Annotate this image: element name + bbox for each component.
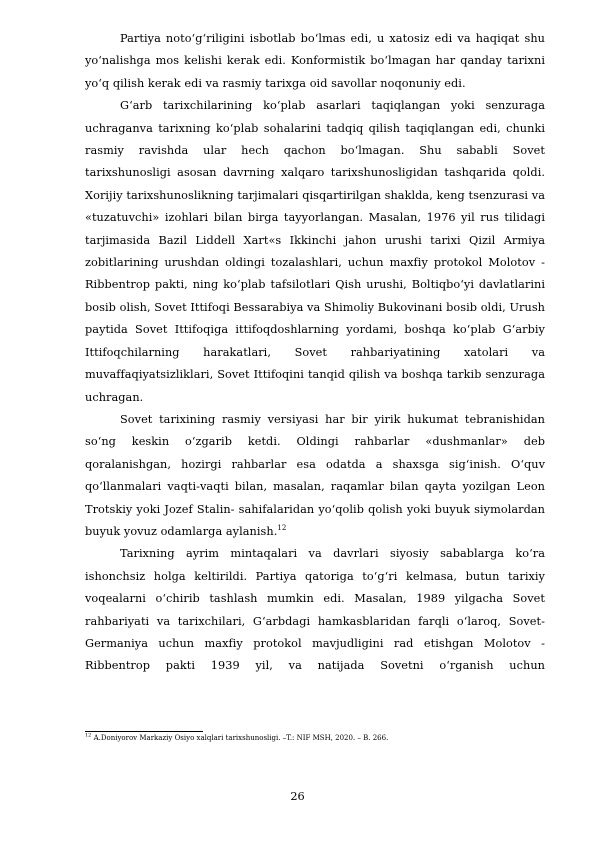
footnote-divider [85, 731, 203, 732]
footnote-reference[interactable]: 12 [277, 524, 287, 533]
paragraph-3-text: Sovet tarixining rasmiy versiyasi har bir yirik hukumat tebranishidan so‘ng keskin o‘zgarib ketdi. Oldingi rahbarlar «dushmanlar» deb qoralanishgan, hozirgi rahbarlar esa odatda a shaxsga sig‘inish. O‘quv qo‘llanmalari vaqti-vaqti bilan, masalan, raqamlar bilan qayta yozilgan Leon Trotskiy yoki Jozef Stalin- sahifalaridan yo‘qolib qolish yoki buyuk siymolardan buyuk yovuz odamlarga aylanish. [85, 412, 545, 538]
paragraph-1 [85, 28, 545, 95]
paragraph-2 [85, 95, 545, 409]
paragraph-1-text: Partiya noto‘g‘riligini isbotlab bo‘lmas edi, u xatosiz edi va haqiqat shu yo‘nalishga mos kelishi kerak edi. Konformistik bo‘lmagan har qanday tarixni yo‘q qilish kerak edi va rasmiy tarixga oid savollar noqonuniy edi. [85, 32, 545, 90]
footnote [85, 733, 545, 743]
footnote-marker: 12 [85, 732, 92, 739]
paragraph-4 [85, 543, 545, 677]
page-number: 26 [290, 790, 305, 803]
paragraph-4-text: Tarixning ayrim mintaqalari va davrlari siyosiy sabablarga ko‘ra ishonchsiz holga keltirildi. Partiya qatoriga to‘g‘ri kelmasa, butun tarixiy voqealarni o‘chirib tashlash mumkin edi. Masalan, 1989 yilgacha Sovet rahbariyati va tarixchilari, G‘arbdagi hamkasblaridan farqli o‘laroq, Sovet-Germaniya uchun maxfiy protokol mavjudligini rad etishgan Molotov - Ribbentrop pakti 1939 yil, va natijada Sovetni o‘rganish uchun [85, 547, 545, 673]
document-body [85, 28, 545, 678]
paragraph-2-text: G‘arb tarixchilarining ko‘plab asarlari taqiqlangan yoki senzuraga uchraganva tarixning ko‘plab sohalarini tadqiq qilish taqiqlangan edi, chunki rasmiy ravishda ular hech qachon bo‘lmagan. Shu sababli Sovet tarixshunosligi asosan davrning xalqaro tarixshunosligidan tashqarida qoldi. Xorijiy tarixshunoslikning tarjimalari qisqartirilgan shaklda, keng tsenzurasi va «tuzatuvchi» izohlari bilan birga tayyorlangan. Masalan, 1976 yil rus tilidagi tarjimasida Bazil Liddell Xart«s Ikkinchi jahon urushi tarixi Qizil Armiya zobitlarining urushdan oldingi tozalashlari, uchun maxfiy protokol Molotov - Ribbentrop pakti, ning ko‘plab tafsilotlari Qish urushi, Boltiqbo‘yi davlatlarini bosib olish, Sovet Ittifoqi Bessarabiya va Shimoliy Bukovinani bosib oldi, Urush paytida Sovet Ittifoqiga ittifoqdoshlarning yordami, boshqa ko‘plab G‘arbiy Ittifoqchilarning harakatlari, Sovet rahbariyatining xatolari va muvaffaqiyatsizliklari, Sovet Ittifoqini tanqid qilish va boshqa tarkib senzuraga uchragan. [85, 99, 545, 404]
footnote-text: A.Doniyorov Markaziy Osiyo xalqlari tarixshunosligi. –T.: NIF MSH, 2020. – B. 266. [91, 734, 389, 742]
paragraph-3 [85, 409, 545, 543]
